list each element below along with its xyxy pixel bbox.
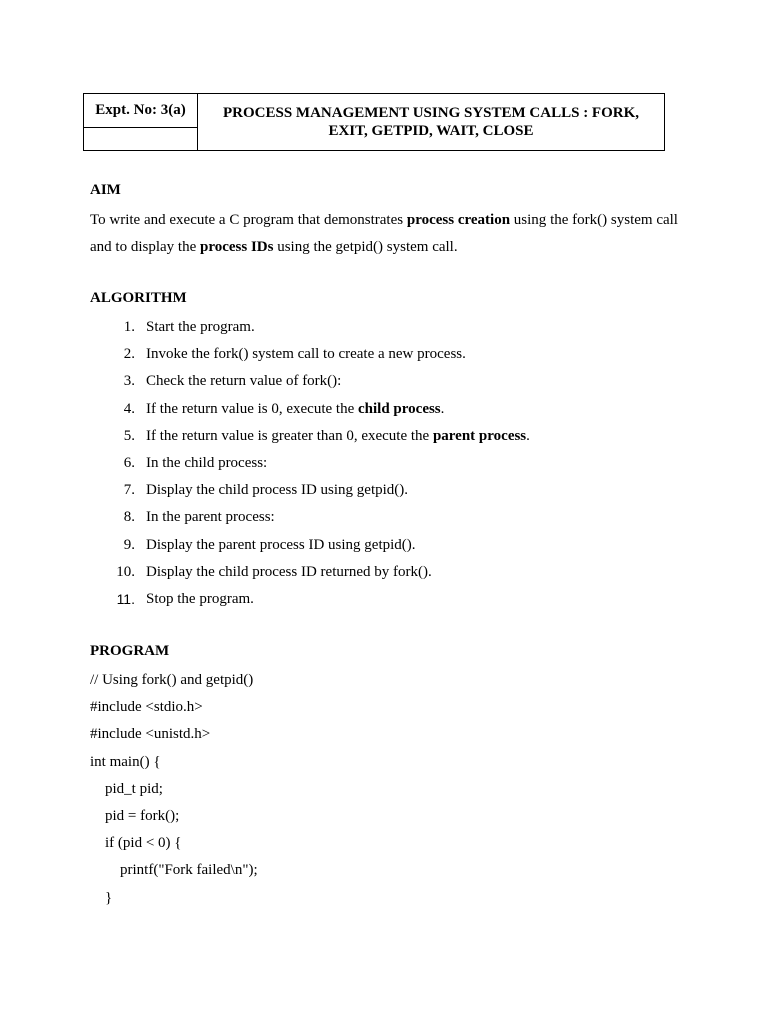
experiment-date-cell (84, 128, 197, 150)
algorithm-step (90, 314, 530, 341)
step-number: 8. (123, 509, 135, 526)
step-text: Check the return value of fork(): (146, 373, 342, 390)
algorithm-step (90, 504, 530, 531)
step-text: Stop the program. (146, 590, 254, 607)
step-text: If the return value is 0, execute the child process. (146, 400, 445, 417)
code-line: pid_t pid; (105, 780, 163, 797)
aim-bold-process-creation: process creation (406, 212, 511, 228)
experiment-title (198, 94, 664, 150)
step-number: 5. (123, 427, 135, 444)
step-number: 2. (123, 346, 135, 363)
step-number: 1. (123, 319, 135, 335)
algorithm-step (90, 341, 530, 368)
algorithm-step (90, 559, 530, 586)
code-line: printf("Fork failed\n"); (120, 862, 258, 879)
algorithm-step (90, 423, 530, 450)
program-heading: PROGRAM (90, 643, 170, 659)
algorithm-step (90, 396, 530, 423)
step-text: Display the parent process ID using getpid(). (146, 536, 416, 553)
experiment-header-table (83, 93, 665, 151)
step-number: 9. (123, 536, 135, 553)
code-line: int main() { (90, 753, 161, 770)
header-left-column (84, 94, 198, 150)
algorithm-step (90, 368, 530, 395)
step-text: If the return value is greater than 0, execute the parent process. (146, 427, 530, 444)
algorithm-step (90, 477, 530, 504)
step-number: 6. (123, 454, 135, 471)
step-number: 11. (116, 590, 135, 607)
program-code (90, 667, 258, 912)
algorithm-step (90, 586, 530, 613)
step-bold-term: child process (358, 400, 441, 417)
step-number: 7. (123, 482, 135, 499)
algorithm-list (90, 314, 530, 613)
code-line: pid = fork(); (105, 807, 180, 824)
step-text: Invoke the fork() system call to create a new process. (146, 346, 466, 363)
experiment-number: Expt. No: 3(a) (84, 94, 197, 128)
algorithm-heading: ALGORITHM (90, 290, 187, 306)
code-line: #include <unistd.h> (90, 726, 211, 743)
experiment-title-line1: PROCESS MANAGEMENT USING SYSTEM CALLS : FORK, (222, 105, 640, 121)
step-text: Start the program. (146, 319, 255, 335)
step-text: In the child process: (146, 454, 268, 471)
code-line: if (pid < 0) { (105, 835, 182, 852)
step-text: Display the child process ID returned by fork(). (146, 563, 432, 580)
step-bold-term: parent process (432, 427, 527, 444)
aim-text-1: To write and execute a C program that demonstrates (90, 212, 407, 228)
step-number: 3. (123, 373, 135, 390)
aim-paragraph (90, 207, 678, 261)
aim-text-2: using the fork() system call and to display the (90, 212, 678, 255)
aim-text-3: using the getpid() system call. (273, 239, 458, 255)
step-text: In the parent process: (146, 509, 275, 526)
aim-bold-process-ids: process IDs (199, 239, 274, 255)
algorithm-step (90, 532, 530, 559)
step-number: 4. (123, 400, 135, 417)
code-line: #include <stdio.h> (90, 699, 203, 716)
step-text: Display the child process ID using getpid(). (146, 482, 409, 499)
aim-heading: AIM (90, 182, 121, 198)
code-line: } (105, 889, 113, 906)
experiment-title-line2: EXIT, GETPID, WAIT, CLOSE (328, 123, 534, 139)
code-line: // Using fork() and getpid() (90, 672, 254, 688)
algorithm-step (90, 450, 530, 477)
step-number: 10. (116, 563, 135, 580)
